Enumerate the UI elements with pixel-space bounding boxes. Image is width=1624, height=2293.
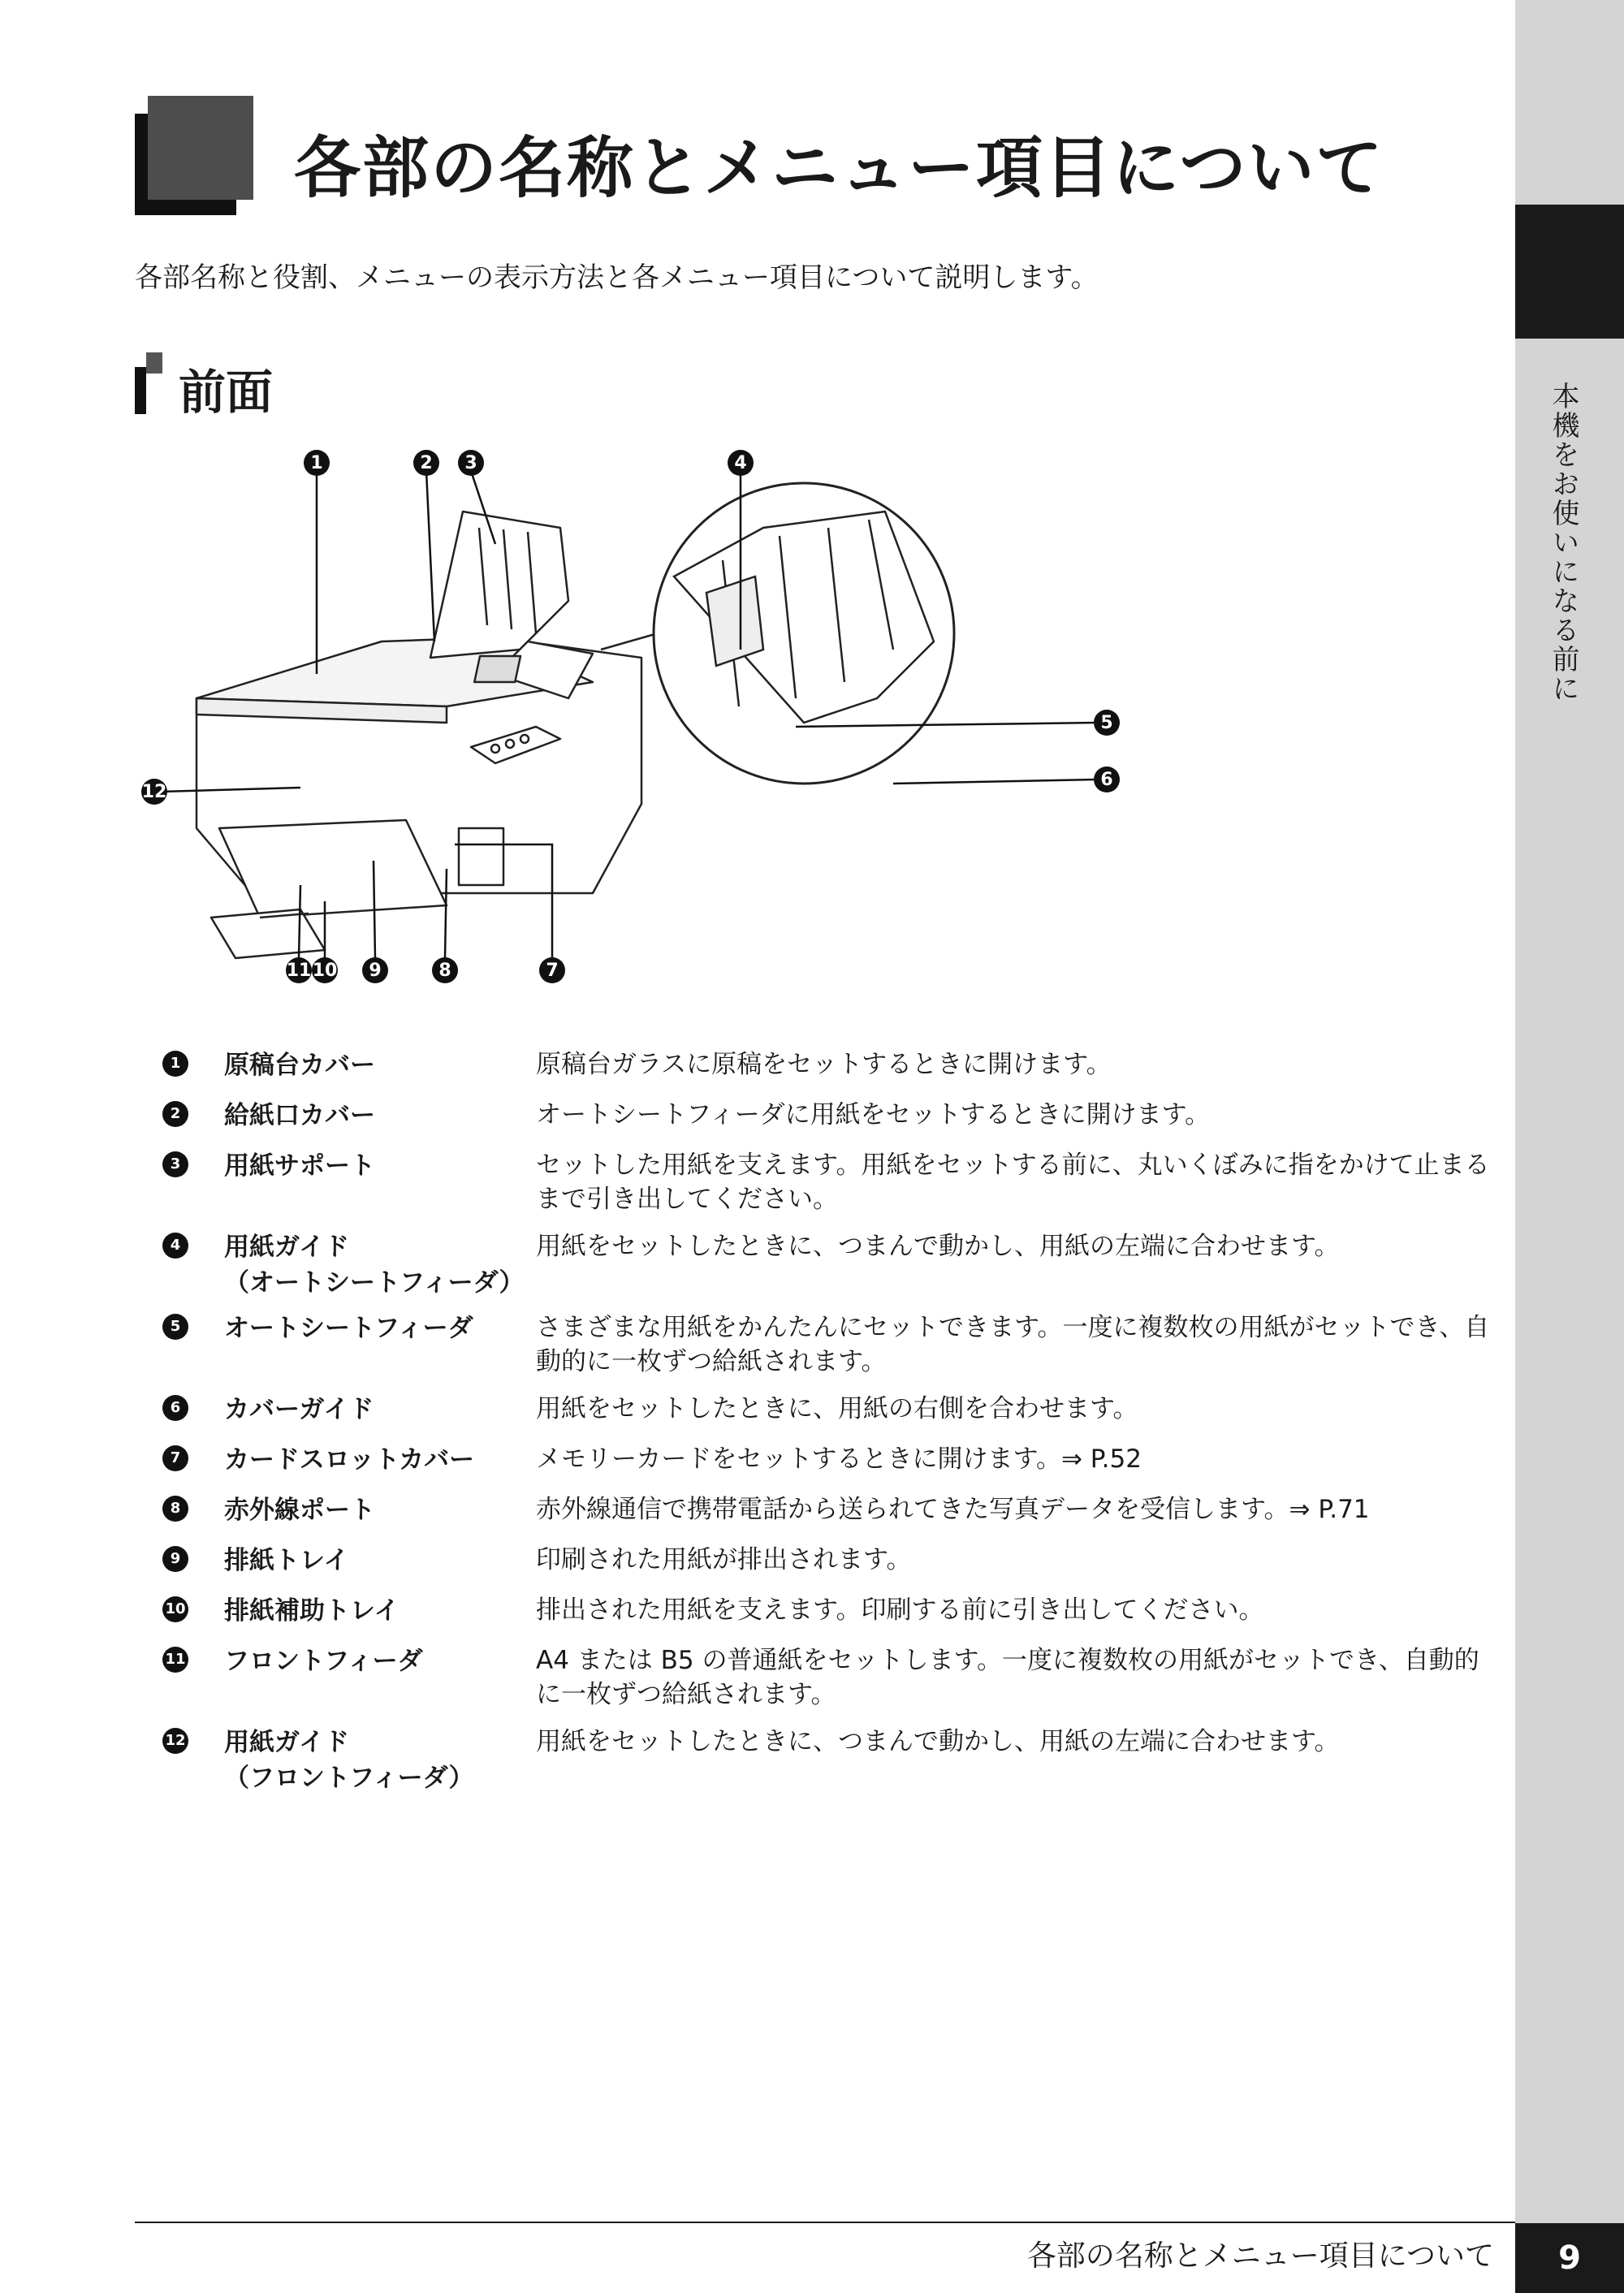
item-number: 1 — [162, 1051, 188, 1077]
list-item — [162, 1593, 1494, 1643]
list-item — [162, 1543, 1494, 1593]
callout-number: 7 — [546, 961, 559, 981]
title-decoration-square — [148, 96, 253, 200]
callout-number: 4 — [734, 453, 747, 473]
callout-number: 2 — [420, 453, 433, 473]
item-number: 4 — [162, 1233, 188, 1259]
page-title: 各部の名称とメニュー項目について — [294, 130, 1384, 207]
list-item — [162, 1442, 1494, 1492]
callout-number: 1 — [310, 453, 323, 473]
part-name: カバーガイド — [224, 1395, 374, 1424]
part-description: 赤外線通信で携帯電話から送られてきた写真データを受信します。⇒ P.71 — [536, 1495, 1370, 1524]
item-number: 8 — [162, 1496, 188, 1522]
callout-number: 5 — [1100, 713, 1113, 733]
part-name: 用紙ガイド （フロントフィーダ） — [224, 1728, 474, 1793]
list-item — [162, 1148, 1494, 1229]
item-number: 7 — [162, 1445, 188, 1471]
footer-rule — [135, 2222, 1515, 2223]
item-number: 6 — [162, 1395, 188, 1421]
section-marker-accent — [146, 352, 162, 374]
list-item — [162, 1098, 1494, 1148]
part-name: 原稿台カバー — [224, 1051, 375, 1080]
item-number: 9 — [162, 1546, 188, 1572]
item-number: 12 — [162, 1728, 188, 1754]
callout-number: 10 — [312, 961, 338, 981]
callout-number: 11 — [286, 961, 312, 981]
list-item — [162, 1047, 1494, 1098]
part-description: A4 または B5 の普通紙をセットします。一度に複数枚の用紙がセットでき、自動的に一枚ずつ給紙されます。 — [536, 1646, 1479, 1709]
callout-number: 6 — [1100, 770, 1113, 790]
part-description: 用紙をセットしたときに、つまんで動かし、用紙の左端に合わせます。 — [536, 1232, 1340, 1261]
part-description: 印刷された用紙が排出されます。 — [536, 1545, 912, 1574]
footer-title: 各部の名称とメニュー項目について — [1026, 2239, 1494, 2273]
part-description: 排出された用紙を支えます。印刷する前に引き出してください。 — [536, 1596, 1264, 1625]
part-description: メモリーカードをセットするときに開けます。⇒ P.52 — [536, 1444, 1142, 1474]
part-description: セットした用紙を支えます。用紙をセットする前に、丸いくぼみに指をかけて止まるまで引き出してください。 — [536, 1151, 1490, 1214]
part-description: 原稿台ガラスに原稿をセットするときに開けます。 — [536, 1050, 1112, 1079]
part-description: 用紙をセットしたときに、つまんで動かし、用紙の左端に合わせます。 — [536, 1727, 1340, 1756]
part-description: 用紙をセットしたときに、用紙の右側を合わせます。 — [536, 1394, 1138, 1423]
part-name: フロントフィーダ — [224, 1647, 423, 1676]
callout-number: 8 — [438, 961, 451, 981]
part-name: 赤外線ポート — [224, 1496, 375, 1525]
item-number: 5 — [162, 1314, 188, 1340]
part-description: さまざまな用紙をかんたんにセットできます。一度に複数枚の用紙がセットでき、自動的に一枚ずつ給紙されます。 — [536, 1313, 1490, 1376]
list-item — [162, 1643, 1494, 1725]
part-name: 排紙補助トレイ — [224, 1596, 400, 1626]
section-marker — [135, 367, 146, 414]
intro-text: 各部名称と役割、メニューの表示方法と各メニュー項目について説明します。 — [135, 261, 1099, 294]
printer-front-figure — [138, 438, 1161, 1007]
part-name: 給紙口カバー — [224, 1101, 375, 1130]
part-name: 用紙ガイド （オートシートフィーダ） — [224, 1233, 525, 1298]
list-item — [162, 1725, 1494, 1806]
page-number: 9 — [1558, 2239, 1581, 2277]
callout-number: 3 — [464, 453, 477, 473]
callout-number: 12 — [141, 782, 167, 802]
item-number: 2 — [162, 1101, 188, 1127]
part-description: オートシートフィーダに用紙をセットするときに開けます。 — [536, 1100, 1211, 1129]
section-heading: 前面 — [179, 365, 274, 420]
side-tab-marker — [1515, 205, 1624, 339]
item-number: 11 — [162, 1647, 188, 1673]
side-tab-strip — [1515, 0, 1624, 2293]
list-item — [162, 1229, 1494, 1311]
part-name: カードスロットカバー — [224, 1445, 475, 1475]
list-item — [162, 1311, 1494, 1392]
list-item — [162, 1392, 1494, 1442]
part-name: 排紙トレイ — [224, 1546, 349, 1575]
item-number: 3 — [162, 1151, 188, 1177]
side-tab-label: 本機をお使いになる前に — [1547, 382, 1579, 703]
list-item — [162, 1492, 1494, 1543]
part-name: オートシートフィーダ — [224, 1314, 473, 1343]
callout-number: 9 — [369, 961, 382, 981]
item-number: 10 — [162, 1596, 188, 1622]
parts-list — [162, 1047, 1494, 1806]
part-name: 用紙サポート — [224, 1151, 375, 1181]
